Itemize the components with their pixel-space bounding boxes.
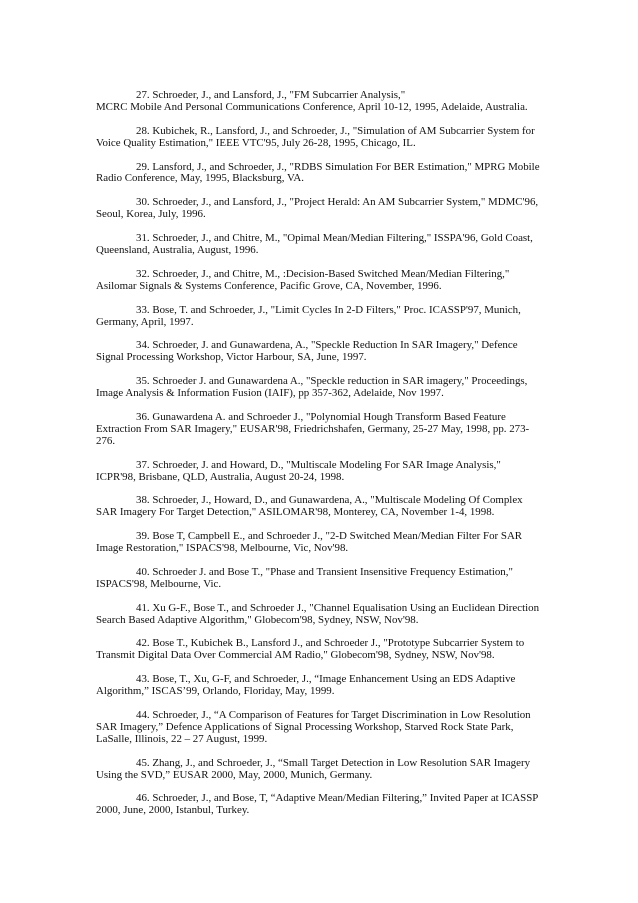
reference-line: Search Based Adaptive Algorithm," Globecom'98, Sydney, NSW, Nov'98. (96, 613, 419, 626)
reference-entry (96, 758, 576, 782)
reference-line: Extraction From SAR Imagery," EUSAR'98, Friedrichshafen, Germany, 25-27 May, 1998, pp. 273- (96, 422, 530, 435)
reference-line: 39. Bose T, Campbell E., and Schroeder J., "2-D Switched Mean/Median Filter For SAR (136, 530, 523, 543)
reference-entry (96, 793, 576, 817)
reference-entry (96, 460, 576, 484)
reference-line: 44. Schroeder, J., “A Comparison of Features for Target Discrimination in Low Resolution (136, 708, 531, 721)
reference-entry (96, 495, 576, 519)
reference-entry (96, 412, 576, 448)
reference-entry (96, 376, 576, 400)
reference-line: 37. Schroeder, J. and Howard, D., "Multiscale Modeling For SAR Image Analysis," (136, 458, 501, 471)
reference-entry (96, 233, 576, 257)
reference-line: LaSalle, Illinois, 22 – 27 August, 1999. (96, 732, 268, 745)
reference-entry (96, 197, 576, 221)
reference-entry (96, 340, 576, 364)
reference-line: Using the SVD,” EUSAR 2000, May, 2000, Munich, Germany. (96, 768, 373, 781)
reference-entry (96, 162, 576, 186)
reference-line: Image Restoration," ISPACS'98, Melbourne, Vic, Nov'98. (96, 542, 349, 555)
reference-entry (96, 638, 576, 662)
reference-line: 27. Schroeder, J., and Lansford, J., "FM Subcarrier Analysis," (136, 89, 406, 101)
reference-entry (96, 531, 576, 555)
reference-entry (96, 305, 576, 329)
reference-line: 41. Xu G-F., Bose T., and Schroeder J., "Channel Equalisation Using an Euclidean Direction (136, 601, 540, 614)
reference-line: 33. Bose, T. and Schroeder, J., "Limit Cycles In 2-D Filters," Proc. ICASSP'97, Munich, (136, 303, 521, 316)
reference-line: 35. Schroeder J. and Gunawardena A., "Speckle reduction in SAR imagery," Proceedings, (136, 375, 528, 388)
reference-line: Asilomar Signals & Systems Conference, Pacific Grove, CA, November, 1996. (96, 279, 442, 292)
reference-entry (96, 90, 576, 114)
reference-line: Image Analysis & Information Fusion (IAIF), pp 357-362, Adelaide, Nov 1997. (96, 387, 444, 400)
reference-line: 42. Bose T., Kubichek B., Lansford J., and Schroeder J., "Prototype Subcarrier System to (136, 637, 525, 650)
reference-line: 31. Schroeder, J., and Chitre, M., "Opimal Mean/Median Filtering," ISSPA'96, Gold Coast, (136, 232, 533, 245)
reference-line: Radio Conference, May, 1995, Blacksburg, VA. (96, 172, 304, 185)
reference-line: 36. Gunawardena A. and Schroeder J., "Polynomial Hough Transform Based Feature (136, 410, 506, 423)
reference-line: 276. (96, 434, 116, 447)
reference-line: 2000, June, 2000, Istanbul, Turkey. (96, 804, 250, 817)
reference-line: 32. Schroeder, J., and Chitre, M., :Decision-Based Switched Mean/Median Filtering," (136, 267, 510, 280)
reference-entry (96, 603, 576, 627)
reference-line: 40. Schroeder J. and Bose T., "Phase and Transient Insensitive Frequency Estimation," (136, 565, 513, 578)
reference-entry (96, 269, 576, 293)
reference-line: ICPR'98, Brisbane, QLD, Australia, August 20-24, 1998. (96, 470, 345, 483)
reference-line: MCRC Mobile And Personal Communications Conference, April 10-12, 1995, Adelaide, Australia. (96, 100, 528, 113)
reference-line: Queensland, Australia, August, 1996. (96, 243, 259, 256)
reference-line: Germany, April, 1997. (96, 315, 194, 328)
reference-line: ISPACS'98, Melbourne, Vic. (96, 577, 222, 590)
reference-line: Voice Quality Estimation," IEEE VTC'95, July 26-28, 1995, Chicago, IL. (96, 136, 416, 149)
reference-line: Transmit Digital Data Over Commercial AM Radio," Globecom'98, Sydney, NSW, Nov'98. (96, 649, 495, 662)
reference-line: 38. Schroeder, J., Howard, D., and Gunawardena, A., "Multiscale Modeling Of Complex (136, 494, 523, 507)
reference-line: 43. Bose, T., Xu, G-F, and Schroeder, J., “Image Enhancement Using an EDS Adaptive (136, 673, 516, 686)
reference-entry (96, 674, 576, 698)
reference-line: 45. Zhang, J., and Schroeder, J., “Small Target Detection in Low Resolution SAR Imagery (136, 756, 531, 769)
reference-entry (96, 567, 576, 591)
reference-line: 46. Schroeder, J., and Bose, T, “Adaptive Mean/Median Filtering,” Invited Paper at ICASSP (136, 792, 539, 805)
reference-line: 29. Lansford, J., and Schroeder, J., "RDBS Simulation For BER Estimation," MPRG Mobile (136, 160, 540, 173)
reference-line: 28. Kubichek, R., Lansford, J., and Schroeder, J., "Simulation of AM Subcarrier System for (136, 124, 535, 137)
reference-entry (96, 126, 576, 150)
reference-entry (96, 710, 576, 746)
reference-line: 30. Schroeder, J., and Lansford, J., "Project Herald: An AM Subcarrier System," MDMC'96, (136, 196, 539, 209)
reference-list (96, 90, 576, 829)
reference-line: Seoul, Korea, July, 1996. (96, 208, 206, 221)
reference-line: Signal Processing Workshop, Victor Harbour, SA, June, 1997. (96, 351, 367, 364)
reference-line: 34. Schroeder, J. and Gunawardena, A., "Speckle Reduction In SAR Imagery," Defence (136, 339, 518, 352)
reference-line: SAR Imagery For Target Detection," ASILOMAR'98, Monterey, CA, November 1-4, 1998. (96, 506, 495, 519)
reference-line: Algorithm,” ISCAS’99, Orlando, Floriday, May, 1999. (96, 685, 335, 698)
reference-line: SAR Imagery,” Defence Applications of Signal Processing Workshop, Starved Rock State Park, (96, 720, 514, 733)
